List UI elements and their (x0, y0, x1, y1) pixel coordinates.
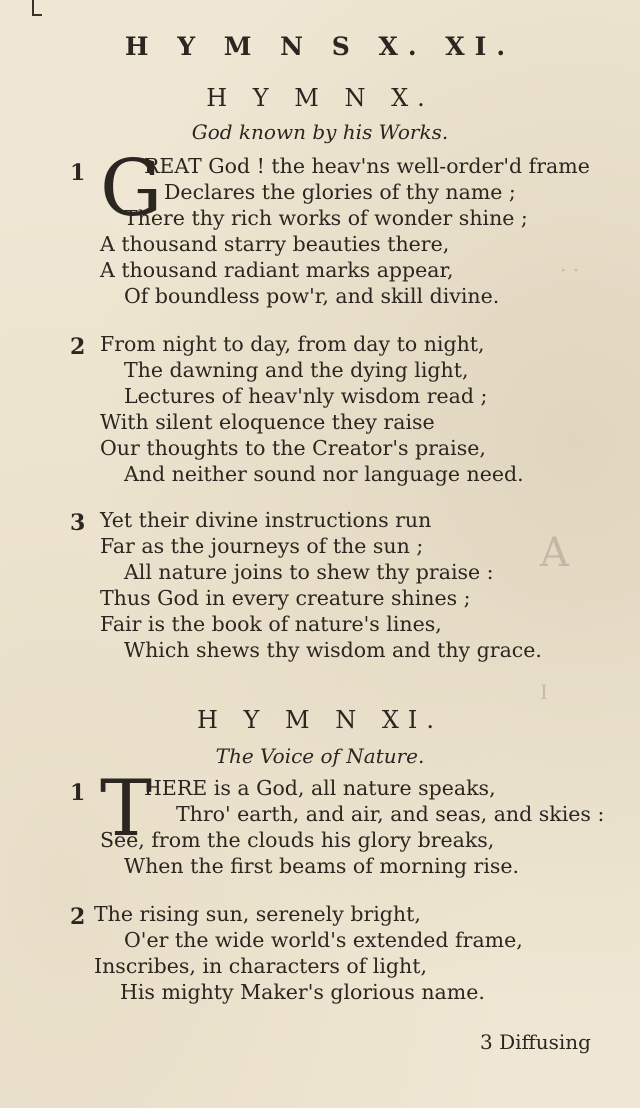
verse-line: Thro' earth, and air, and seas, and skies : (176, 802, 605, 826)
stanza-number: 2 (70, 904, 86, 930)
verse-line: Thus God in every creature shines ; (100, 586, 471, 610)
stanza-number: 1 (70, 780, 86, 806)
verse-line: See, from the clouds his glory breaks, (100, 828, 495, 852)
verse-line: And neither sound nor language need. (124, 462, 524, 486)
catchword: 3 Diffusing (480, 1030, 591, 1054)
verse-line: There thy rich works of wonder shine ; (124, 206, 528, 230)
hymn-xi-title: H Y M N XI. (196, 706, 444, 734)
stanza-number: 1 (70, 160, 86, 186)
stanza-number: 3 (70, 510, 86, 536)
verse-line: Yet their divine instructions run (100, 508, 432, 532)
show-through-mark: · · (560, 258, 580, 282)
verse-line: With silent eloquence they raise (100, 410, 435, 434)
verse-line: A thousand starry beauties there, (100, 232, 450, 256)
hymn-x-title: H Y M N X. (206, 84, 434, 112)
verse-line: Declares the glories of thy name ; (164, 180, 516, 204)
verse-line: Our thoughts to the Creator's praise, (100, 436, 486, 460)
verse-line: Of boundless pow'r, and skill divine. (124, 284, 500, 308)
stanza-number: 2 (70, 334, 86, 360)
verse-line: Which shews thy wisdom and thy grace. (124, 638, 542, 662)
verse-line: REAT God ! the heav'ns well-order'd frame (144, 154, 590, 178)
drop-cap: G (100, 144, 163, 234)
drop-cap: T (100, 764, 153, 854)
verse-line: From night to day, from day to night, (100, 332, 485, 356)
verse-line: A thousand radiant marks appear, (100, 258, 454, 282)
verse-line: All nature joins to shew thy praise : (124, 560, 494, 584)
verse-line: The rising sun, serenely bright, (94, 902, 421, 926)
verse-line: Lectures of heav'nly wisdom read ; (124, 384, 488, 408)
verse-line: The dawning and the dying light, (124, 358, 469, 382)
verse-line: HERE is a God, all nature speaks, (144, 776, 496, 800)
running-head: H Y M N S X. XI. (124, 32, 516, 61)
page-corner-mark (32, 0, 42, 16)
hymn-x-subtitle: God known by his Works. (191, 120, 449, 144)
hymn-xi-subtitle: The Voice of Nature. (215, 744, 425, 768)
show-through-mark: A (540, 530, 569, 576)
show-through-mark: I (540, 680, 548, 704)
verse-line: His mighty Maker's glorious name. (120, 980, 485, 1004)
verse-line: Far as the journeys of the sun ; (100, 534, 424, 558)
verse-line: Fair is the book of nature's lines, (100, 612, 442, 636)
verse-line: O'er the wide world's extended frame, (124, 928, 523, 952)
verse-line: When the first beams of morning rise. (124, 854, 520, 878)
verse-line: Inscribes, in characters of light, (94, 954, 427, 978)
